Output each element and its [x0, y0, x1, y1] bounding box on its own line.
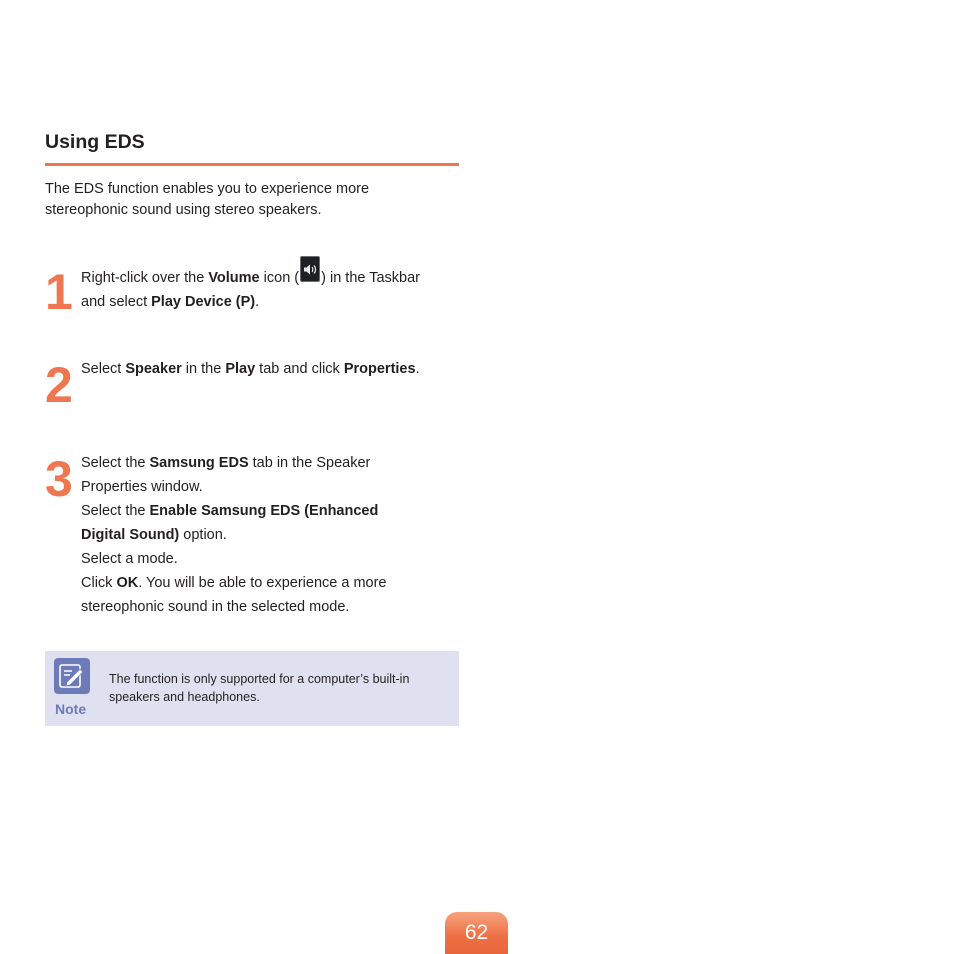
step-line [81, 264, 465, 290]
page-number: 62 [445, 912, 508, 954]
bold-text: OK [116, 575, 139, 591]
text: option. [179, 527, 227, 543]
text: Select the [81, 503, 150, 519]
bold-text: Volume [208, 270, 260, 286]
text: Select the [81, 455, 150, 471]
note-line: speakers and headphones. [109, 690, 260, 704]
note-text [109, 670, 449, 706]
text: Select [81, 361, 126, 377]
step-line [81, 357, 465, 381]
text: . [415, 361, 420, 377]
text: ) in the Taskbar [321, 270, 420, 286]
text: tab in the Speaker [248, 455, 371, 471]
text: . You will be able to experience a more [138, 575, 387, 591]
step-number: 2 [45, 357, 71, 413]
intro-paragraph [45, 179, 465, 221]
text: tab and click [255, 361, 344, 377]
step-body [81, 357, 465, 381]
text: . [255, 294, 260, 310]
step-body [81, 264, 465, 314]
bold-text: Play Device (P) [151, 294, 256, 310]
step-line [81, 475, 465, 499]
text: Select a mode. [81, 551, 178, 567]
title-underline [45, 163, 459, 166]
intro-line: The EDS function enables you to experience more [45, 181, 370, 197]
step-number: 1 [45, 264, 71, 320]
text: Click [81, 575, 117, 591]
step-body [81, 451, 465, 619]
bold-text: Properties [343, 361, 416, 377]
step-line [81, 547, 465, 571]
bold-text: Play [225, 361, 256, 377]
bold-text: Digital Sound) [81, 527, 180, 543]
step-line [81, 451, 465, 475]
text: stereophonic sound in the selected mode. [81, 599, 350, 615]
pencil-note-icon [54, 658, 90, 694]
step-line [81, 571, 465, 595]
text: icon ( [259, 270, 300, 286]
text: Right-click over the [81, 270, 209, 286]
note-box [45, 651, 459, 726]
note-line: The function is only supported for a computer’s built-in [109, 672, 410, 686]
intro-line: stereophonic sound using stereo speakers. [45, 202, 322, 218]
step-line [81, 499, 465, 523]
bold-text: Speaker [125, 361, 182, 377]
text: in the [181, 361, 226, 377]
bold-text: Enable Samsung EDS (Enhanced [149, 503, 379, 519]
text: and select [81, 294, 152, 310]
step-line [81, 523, 465, 547]
section-title: Using EDS [45, 131, 145, 153]
note-label: Note [55, 701, 87, 717]
step-line [81, 290, 465, 314]
bold-text: Samsung EDS [149, 455, 249, 471]
step-line [81, 595, 465, 619]
volume-icon [300, 256, 320, 282]
step-number: 3 [45, 451, 71, 507]
text: Properties window. [81, 479, 203, 495]
